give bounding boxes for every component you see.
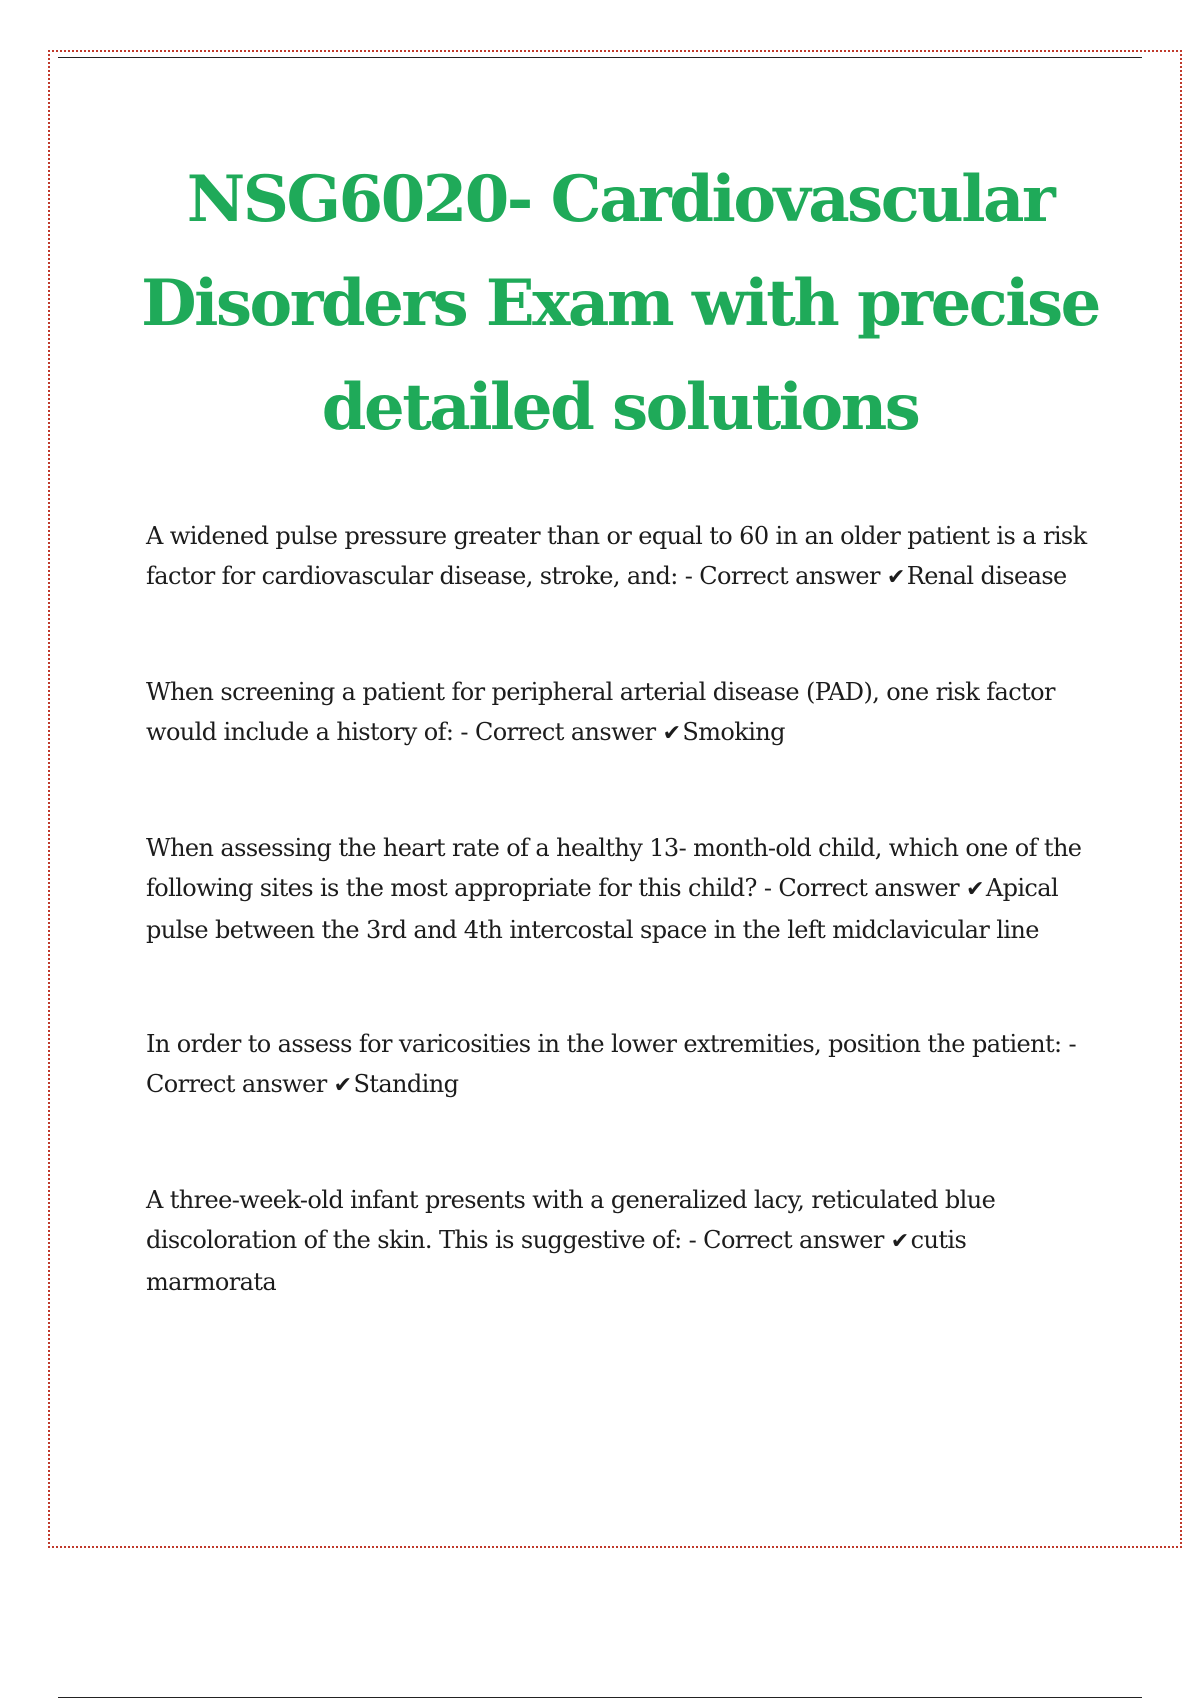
check-icon: ✔ bbox=[966, 877, 984, 902]
qa-list bbox=[146, 516, 1096, 1302]
question-text: When screening a patient for peripheral arterial disease (PAD), one risk factor would include a history of: - Correct answer bbox=[146, 678, 1055, 746]
document-title: NSG6020- Cardiovascular Disorders Exam with precise detailed solutions bbox=[141, 162, 1099, 445]
check-icon: ✔ bbox=[333, 1073, 352, 1098]
top-rule bbox=[58, 57, 1142, 58]
qa-item bbox=[146, 1024, 1096, 1106]
qa-item bbox=[146, 828, 1096, 950]
answer-text: Apical pulse between the 3rd and 4th intercostal space in the left midclavicular line bbox=[146, 874, 1059, 944]
qa-item bbox=[146, 516, 1096, 598]
check-icon: ✔ bbox=[890, 1229, 909, 1254]
question-text: When assessing the heart rate of a healthy 13- month-old child, which one of the following sites is the most appropriate for this child? - Correct answer bbox=[146, 834, 1082, 902]
answer-text: cutis marmorata bbox=[146, 1226, 967, 1296]
qa-item bbox=[146, 1180, 1096, 1302]
check-icon: ✔ bbox=[886, 565, 905, 590]
question-text: In order to assess for varicosities in the lower extremities, position the patient: - Correct answer bbox=[146, 1030, 1077, 1098]
bottom-rule bbox=[58, 1697, 1142, 1698]
qa-item bbox=[146, 672, 1096, 754]
question-text: A three-week-old infant presents with a generalized lacy, reticulated blue discoloration of the skin. This is suggestive of: - Correct answer bbox=[146, 1186, 996, 1254]
answer-text: Renal disease bbox=[906, 562, 1067, 590]
question-text: A widened pulse pressure greater than or equal to 60 in an older patient is a risk factor for cardiovascular disease, stroke, and: - Correct answer bbox=[146, 522, 1087, 590]
answer-text: Standing bbox=[353, 1070, 459, 1098]
check-icon: ✔ bbox=[662, 721, 681, 746]
answer-text: Smoking bbox=[682, 718, 785, 746]
